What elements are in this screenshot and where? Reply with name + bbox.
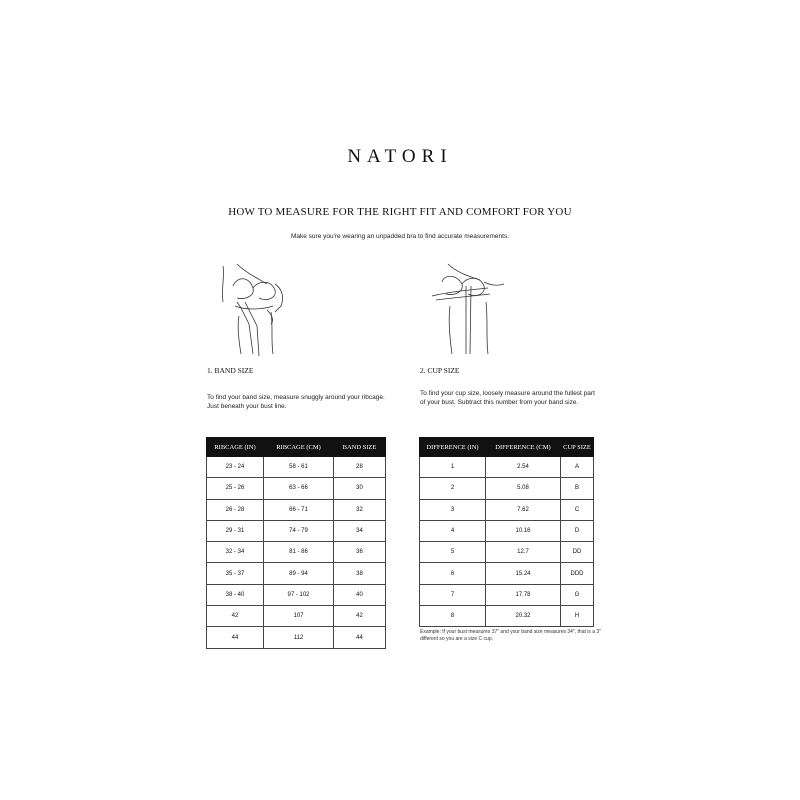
band-size-header-row [207, 438, 386, 457]
cup-size-title: 2. CUP SIZE [420, 366, 460, 375]
table-cell: 32 [334, 499, 386, 520]
table-cell: 2.54 [486, 457, 561, 478]
band-size-illustration [215, 262, 295, 360]
band-size-title: 1. BAND SIZE [207, 366, 254, 375]
table-cell: 7.62 [486, 499, 561, 520]
table-cell: 25 - 26 [207, 478, 264, 499]
page-subline: Make sure you're wearing an unpadded bra to find accurate measurements. [290, 233, 510, 240]
table-cell: 97 - 102 [264, 584, 334, 605]
table-cell: A [561, 457, 594, 478]
table-cell: 4 [420, 520, 486, 541]
table-cell: 38 - 40 [207, 584, 264, 605]
table-row [420, 520, 594, 541]
table-row [207, 520, 386, 541]
table-cell: 112 [264, 627, 334, 648]
table-row [420, 606, 594, 627]
table-row [207, 542, 386, 563]
table-cell: 35 - 37 [207, 563, 264, 584]
table-row [207, 457, 386, 478]
table-cell: 3 [420, 499, 486, 520]
table-cell: 1 [420, 457, 486, 478]
table-cell: 63 - 66 [264, 478, 334, 499]
table-cell: 30 [334, 478, 386, 499]
table-cell: 66 - 71 [264, 499, 334, 520]
column-header: DIFFERENCE (CM) [486, 438, 561, 457]
cup-size-example-note: Example: If your bust measures 37" and your band size measures 34", that is a 3" different so you are a size C cup. [420, 629, 601, 642]
table-row [420, 478, 594, 499]
cup-size-header-row [420, 438, 594, 457]
table-row [420, 542, 594, 563]
table-cell: 89 - 94 [264, 563, 334, 584]
cup-size-table [419, 437, 594, 627]
table-cell: 32 - 34 [207, 542, 264, 563]
table-cell: 42 [334, 606, 386, 627]
table-cell: 28 [334, 457, 386, 478]
table-cell: 15.24 [486, 563, 561, 584]
table-cell: 17.78 [486, 584, 561, 605]
table-cell: 12.7 [486, 542, 561, 563]
table-cell: 6 [420, 563, 486, 584]
table-cell: 10.16 [486, 520, 561, 541]
table-cell: 107 [264, 606, 334, 627]
table-cell: 29 - 31 [207, 520, 264, 541]
column-header: BAND SIZE [334, 438, 386, 457]
table-cell: 7 [420, 584, 486, 605]
table-cell: 40 [334, 584, 386, 605]
table-cell: 81 - 86 [264, 542, 334, 563]
table-cell: 74 - 79 [264, 520, 334, 541]
table-row [207, 627, 386, 648]
table-cell: 38 [334, 563, 386, 584]
column-header: CUP SIZE [561, 438, 594, 457]
table-cell: 58 - 61 [264, 457, 334, 478]
column-header: RIBCAGE (IN) [207, 438, 264, 457]
table-cell: 36 [334, 542, 386, 563]
table-cell: 20.32 [486, 606, 561, 627]
table-cell: 2 [420, 478, 486, 499]
band-size-table [206, 437, 386, 649]
table-row [207, 584, 386, 605]
table-cell: 34 [334, 520, 386, 541]
brand-logo: NATORI [347, 146, 453, 167]
table-row [207, 478, 386, 499]
band-size-instructions: To find your band size, measure snuggly around your ribcage. Just beneath your bust line. [207, 394, 385, 410]
table-row [207, 499, 386, 520]
table-cell: 8 [420, 606, 486, 627]
table-cell: DDD [561, 563, 594, 584]
table-row [207, 563, 386, 584]
table-cell: C [561, 499, 594, 520]
table-cell: 23 - 24 [207, 457, 264, 478]
cup-size-illustration [428, 262, 508, 360]
table-cell: 44 [207, 627, 264, 648]
table-row [420, 584, 594, 605]
table-cell: 5.08 [486, 478, 561, 499]
table-cell: G [561, 584, 594, 605]
table-cell: D [561, 520, 594, 541]
table-row [207, 606, 386, 627]
table-cell: B [561, 478, 594, 499]
page-headline: HOW TO MEASURE FOR THE RIGHT FIT AND COMFORT FOR YOU [228, 206, 572, 218]
table-cell: 5 [420, 542, 486, 563]
cup-size-instructions: To find your cup size, loosely measure around the fullest part of your bust. Subtract this number from your band size. [420, 390, 595, 406]
table-cell: H [561, 606, 594, 627]
table-cell: 26 - 28 [207, 499, 264, 520]
table-cell: 42 [207, 606, 264, 627]
column-header: RIBCAGE (CM) [264, 438, 334, 457]
table-row [420, 457, 594, 478]
table-cell: DD [561, 542, 594, 563]
table-row [420, 499, 594, 520]
table-cell: 44 [334, 627, 386, 648]
column-header: DIFFERENCE (IN) [420, 438, 486, 457]
table-row [420, 563, 594, 584]
